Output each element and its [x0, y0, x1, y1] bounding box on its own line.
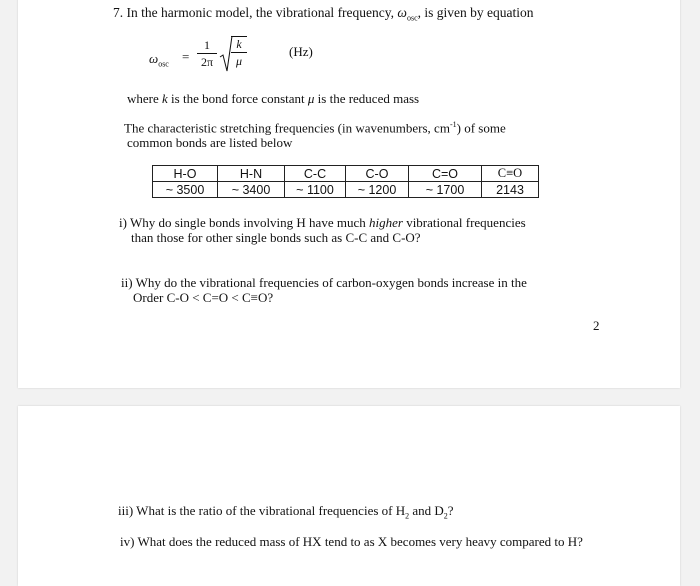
- q-iii-subscript-1: 2: [405, 511, 410, 521]
- q-iii-text-a: iii) What is the ratio of the vibrational frequencies of H: [118, 503, 406, 518]
- table-header-cell: H-N: [218, 166, 285, 182]
- table-header-cell: H-O: [153, 166, 218, 182]
- table-value-cell: ~ 3400: [218, 182, 285, 198]
- q-i-emphasis: higher: [368, 215, 403, 230]
- q-iii-text-c: ?: [447, 503, 454, 518]
- where-mu: μ: [307, 91, 315, 106]
- equation-equals: =: [182, 49, 190, 64]
- where-text-2: is the bond force constant: [167, 91, 308, 106]
- frequency-table: [152, 165, 539, 198]
- page-number: 2: [593, 318, 600, 333]
- sqrt-numerator-k: k: [231, 37, 247, 53]
- table-header-row: [153, 166, 539, 182]
- table-value-cell: ~ 3500: [153, 182, 218, 198]
- q-iii-subscript-2: 2: [443, 511, 448, 521]
- table-header-cell: C-O: [346, 166, 409, 182]
- where-text-1: where: [127, 91, 163, 106]
- question-ii-line-2: Order C-O < C=O < C≡O?: [133, 290, 274, 305]
- q-i-text-b: vibrational frequencies: [402, 215, 526, 230]
- equation-omega: ω: [149, 51, 159, 66]
- title-tail: , is given by equation: [417, 5, 534, 20]
- table-header-cell: C=O: [409, 166, 482, 182]
- fraction-one-over-two-pi: [197, 38, 217, 70]
- document-page-1: [18, 0, 680, 388]
- table-header-cell: C≡O: [482, 166, 539, 182]
- intro-text: The characteristic stretching frequencies (in wavenumbers, cm: [124, 120, 450, 136]
- question-i-line-1: [119, 215, 526, 231]
- table-value-cell: ~ 1200: [346, 182, 409, 198]
- equation-unit: (Hz): [289, 44, 313, 59]
- question-7-title: [113, 5, 533, 23]
- where-k: k: [162, 91, 168, 106]
- sqrt-fraction: [231, 36, 247, 69]
- fraction-numerator: 1: [197, 38, 217, 54]
- intro-superscript: -1: [449, 120, 457, 129]
- question-iv: iv) What does the reduced mass of HX tend to as X becomes very heavy compared to H?: [120, 534, 583, 549]
- omega-symbol: ω: [397, 5, 407, 20]
- where-line: [127, 91, 419, 107]
- intro-tail: ) of some: [456, 120, 506, 136]
- intro-line-1: [124, 120, 506, 136]
- table-value-row: [153, 182, 539, 198]
- title-text: 7. In the harmonic model, the vibrational frequency,: [113, 5, 398, 20]
- q-iii-text-b: and D: [409, 503, 444, 518]
- omega-subscript: osc: [406, 13, 418, 23]
- table-value-cell: ~ 1100: [285, 182, 346, 198]
- equation-omega-subscript: osc: [158, 59, 169, 69]
- sqrt-denominator-mu: μ: [235, 54, 243, 68]
- question-ii-line-1: ii) Why do the vibrational frequencies of carbon-oxygen bonds increase in the: [121, 275, 527, 290]
- question-i-line-2: than those for other single bonds such as C-C and C-O?: [131, 230, 421, 245]
- document-page-2: [18, 406, 680, 586]
- where-text-3: is the reduced mass: [314, 91, 420, 106]
- intro-line-2: common bonds are listed below: [127, 135, 293, 150]
- table-value-cell: 2143: [482, 182, 539, 198]
- fraction-denominator: 2π: [200, 55, 214, 69]
- table-header-cell: C-C: [285, 166, 346, 182]
- q-i-text-a: i) Why do single bonds involving H have much: [119, 215, 369, 230]
- table-value-cell: ~ 1700: [409, 182, 482, 198]
- question-iii: [118, 503, 454, 521]
